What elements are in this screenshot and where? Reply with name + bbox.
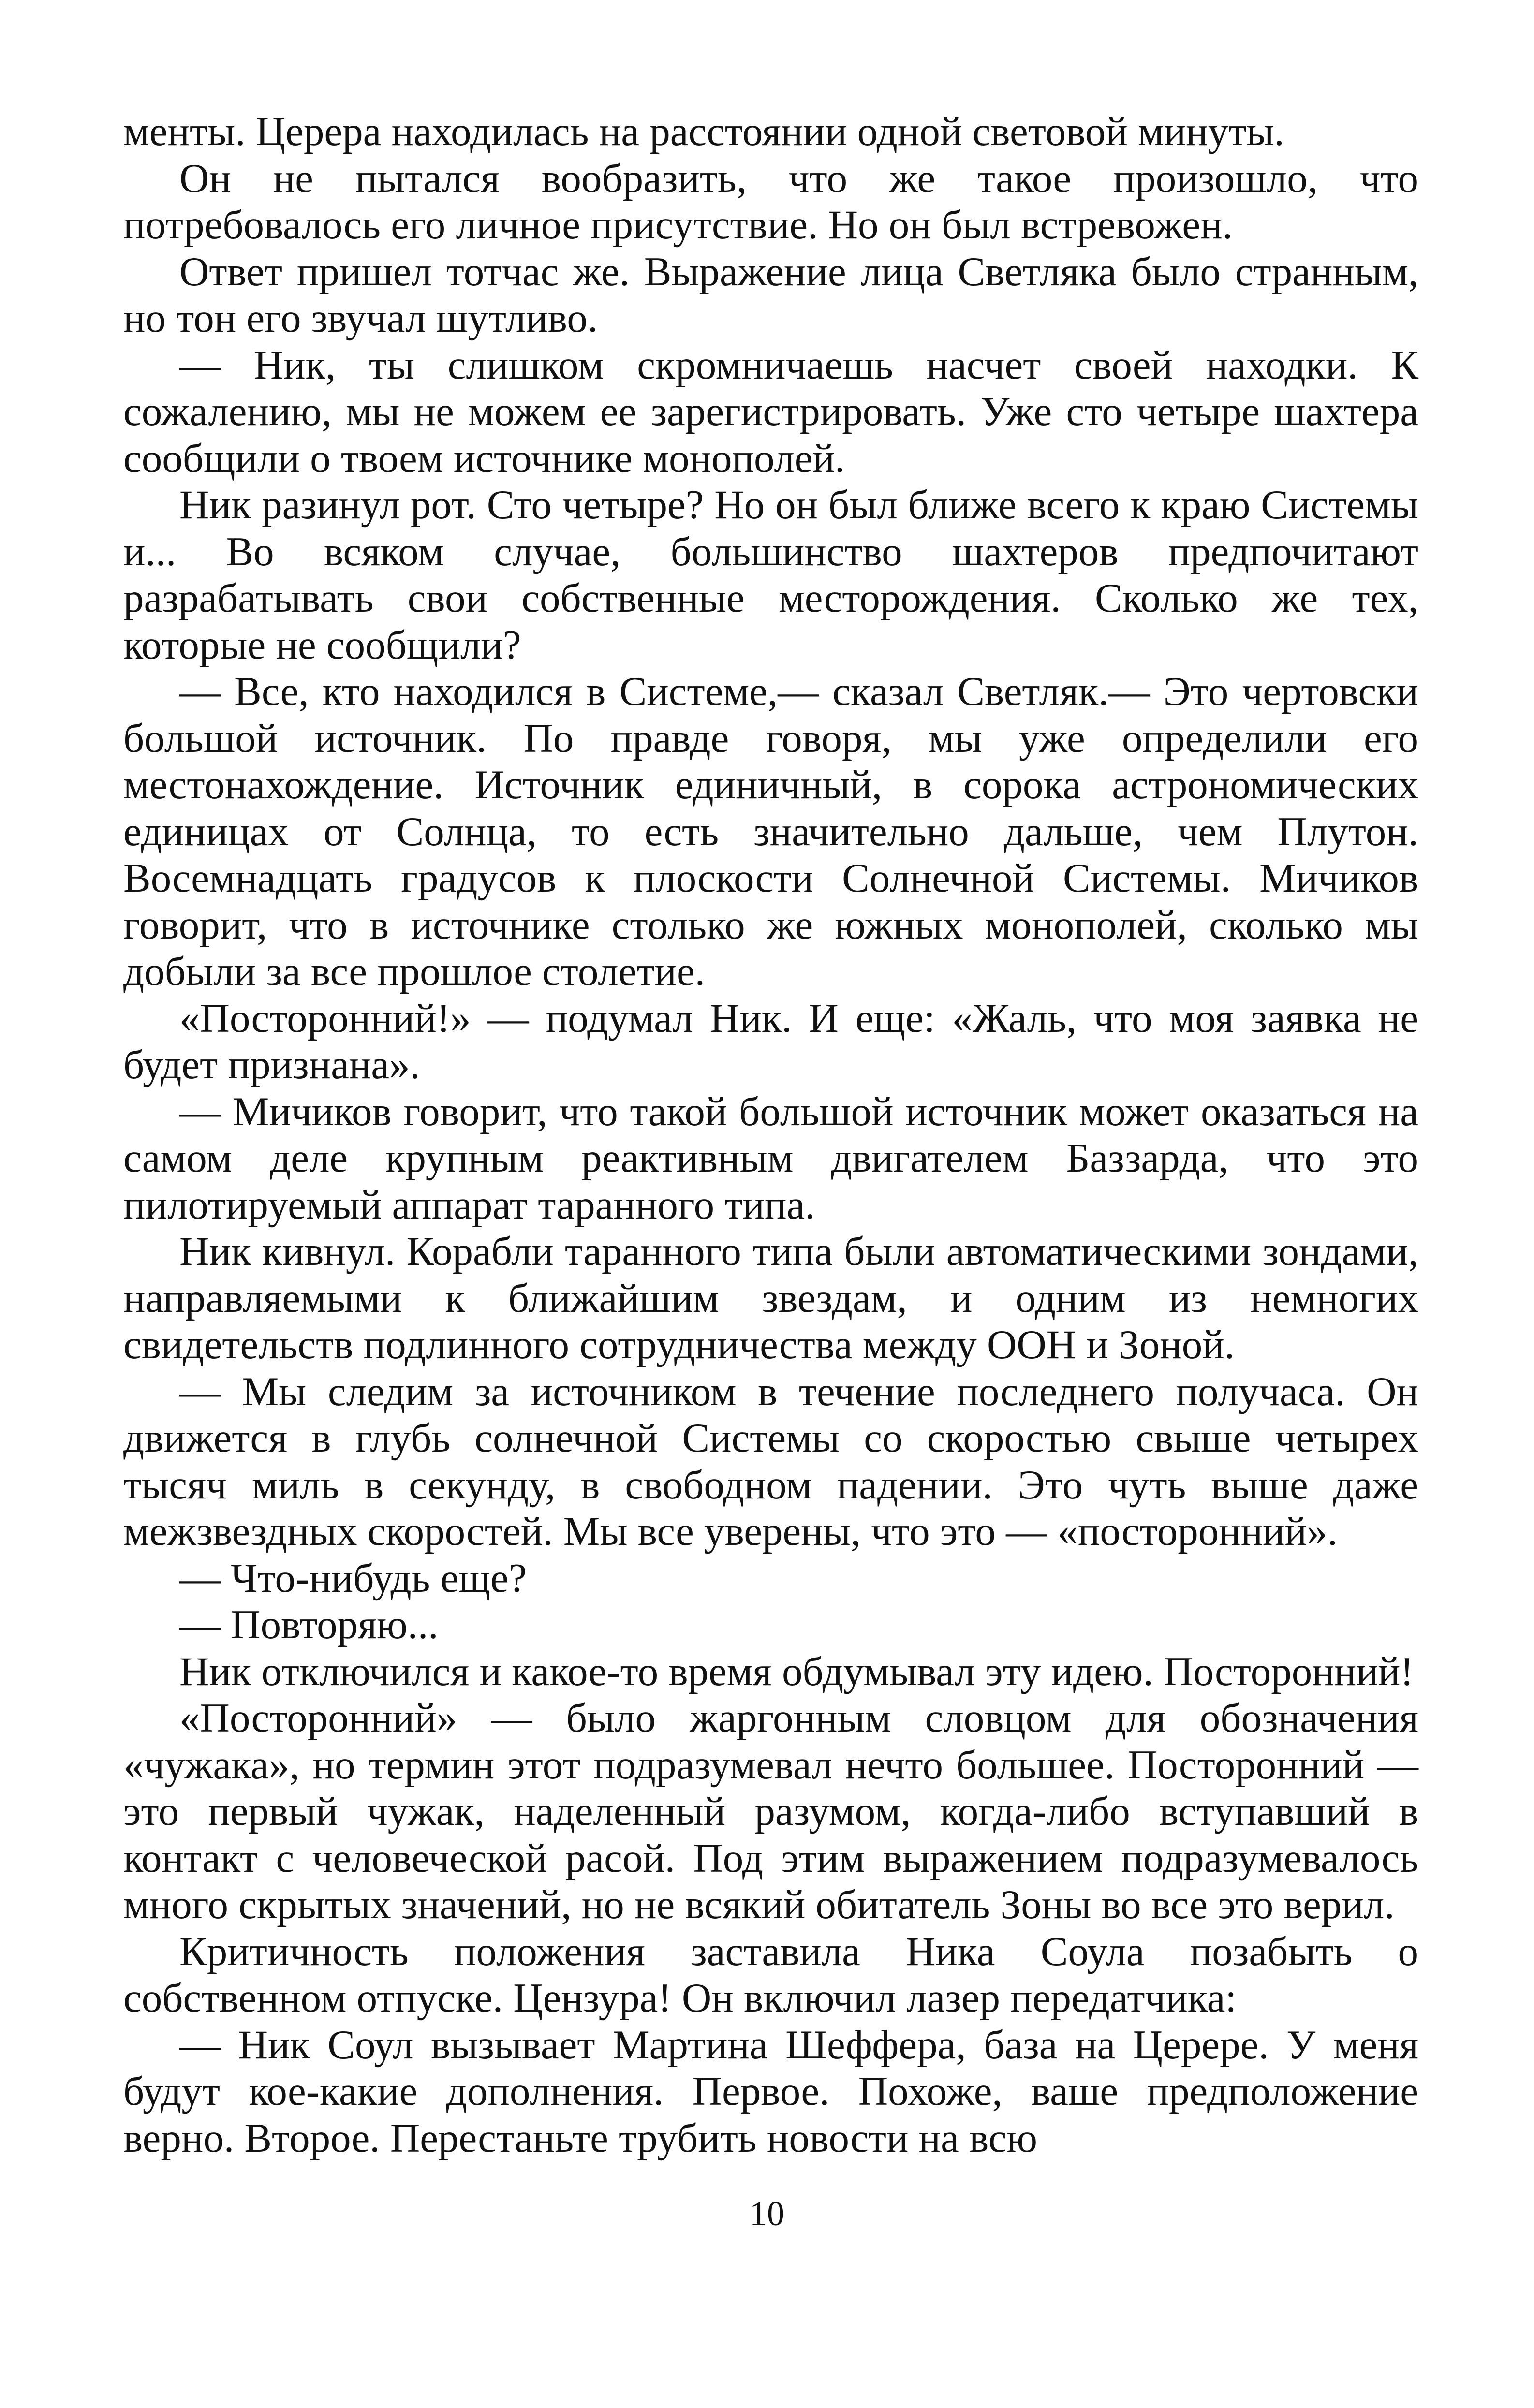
paragraph: Ответ пришел тотчас же. Выражение лица Светляка было странным, но тон его звучал шутливо.: [123, 249, 1418, 341]
paragraph: — Все, кто находился в Системе,— сказал Светляк.— Это чертовски большой источник. По правде говоря, мы уже определили его местонахождение. Источник единичный, в сорока астрономических единицах от Солнца, то есть значительно дальше, чем Плутон. Восемнадцать градусов к плоскости Солнечной Системы. Мичиков говорит, что в источнике столько же южных монополей, сколько мы добыли за все прошлое столетие.: [123, 669, 1418, 994]
paragraph: «Посторонний!» — подумал Ник. И еще: «Жаль, что моя заявка не будет признана».: [123, 995, 1418, 1087]
page-number: 10: [750, 2194, 784, 2233]
paragraph: Ник отключился и какое-то время обдумывал эту идею. Посторонний!: [179, 1648, 1414, 1694]
paragraph: «Посторонний» — было жаргонным словцом для обозначения «чужака», но термин этот подразумевал нечто большее. Посторонний — это первый чужак, наделенный разумом, когда-либо вступавший в контакт с человеческой расой. Под этим выражением подразумевалось много скрытых значений, но не всякий обитатель Зоны во все это верил.: [123, 1695, 1418, 1927]
paragraph: Ник кивнул. Корабли таранного типа были автоматическими зондами, направляемыми к ближайшим звездам, и одним из немногих свидетельств подлинного сотрудничества между ООН и Зоной.: [123, 1229, 1418, 1367]
paragraph: Он не пытался вообразить, что же такое произошло, что потребовалось его личное присутствие. Но он был встревожен.: [123, 155, 1418, 248]
paragraph: — Мы следим за источником в течение последнего получаса. Он движется в глубь солнечной Системы со скоростью свыше четырех тысяч миль в секунду, в свободном падении. Это чуть выше даже межзвездных скоростей. Мы все уверены, что это — «посторонний».: [123, 1368, 1418, 1554]
paragraph: менты. Церера находилась на расстоянии одной световой минуты.: [123, 109, 1284, 154]
paragraph: Критичность положения заставила Ника Соула позабыть о собственном отпуске. Цензура! Он включил лазер передатчика:: [123, 1928, 1418, 2021]
paragraph: — Ник Соул вызывает Мартина Шеффера, база на Церере. У меня будут кое-какие дополнения. Первое. Похоже, ваше предположение верно. Второе. Перестаньте трубить новости на всю: [123, 2022, 1418, 2161]
paragraph: — Мичиков говорит, что такой большой источник может оказаться на самом деле крупным реактивным двигателем Баззарда, что это пилотируемый аппарат таранного типа.: [123, 1088, 1418, 1228]
paragraph: — Что-нибудь еще?: [179, 1555, 527, 1601]
paragraph: — Повторяю...: [179, 1602, 439, 1647]
paragraph: Ник разинул рот. Сто четыре? Но он был ближе всего к краю Системы и... Во всяком случае, большинство шахтеров предпочитают разрабатывать свои собственные месторождения. Сколько же тех, которые не сообщили?: [123, 482, 1418, 668]
book-page-text: [123, 108, 1418, 2161]
paragraph: — Ник, ты слишком скромничаешь насчет своей находки. К сожалению, мы не можем ее зарегистрировать. Уже сто четыре шахтера сообщили о твоем источнике монополей.: [123, 342, 1418, 481]
